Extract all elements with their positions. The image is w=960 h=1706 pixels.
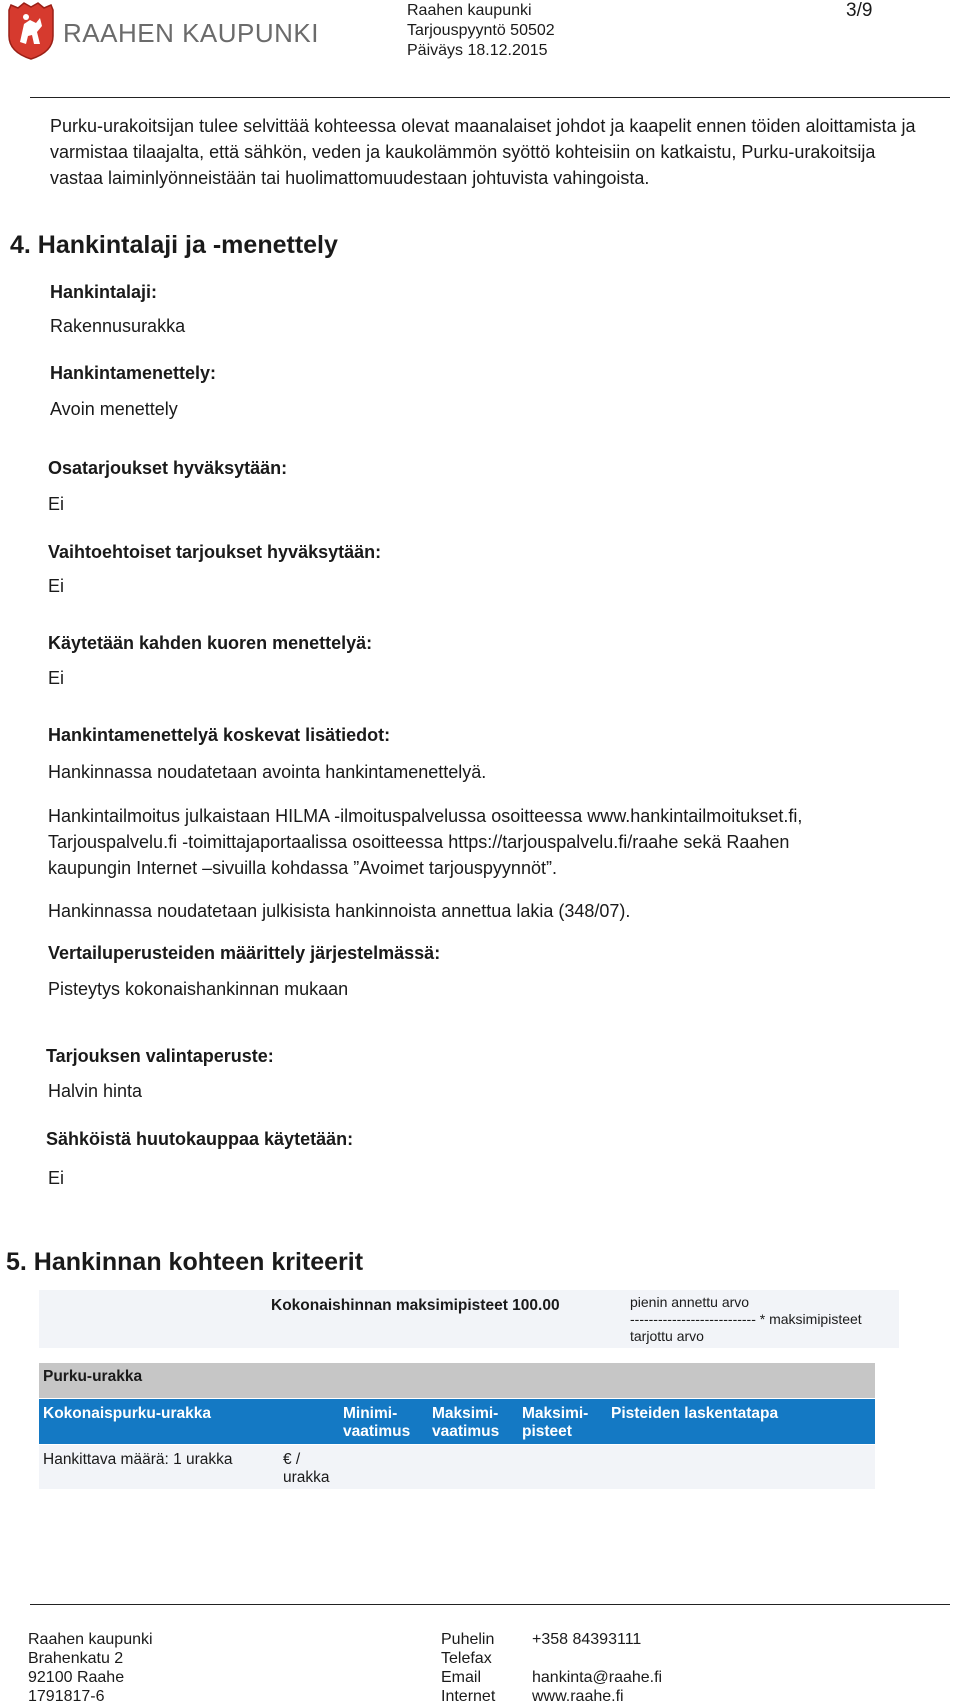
lisatiedot-line: Hankintailmoitus julkaistaan HILMA -ilmoituspalvelussa osoitteessa www.hankintailmoitukset.fi, — [48, 806, 803, 826]
footer-business-id: 1791817-6 — [28, 1688, 105, 1705]
kahden-kuoren-value: Ei — [48, 668, 65, 688]
kahden-kuoren-label: Käytetään kahden kuoren menettelyä: — [48, 633, 373, 653]
formula-denominator: tarjottu arvo — [630, 1328, 704, 1344]
intro-paragraph: Purku-urakoitsijan tulee selvittää kohteessa olevat maanalaiset johdot ja kaapelit ennen töiden aloittamista ja varmistaa tilaajalta, että sähkön, veden ja kaukolämmön syöttö kohteisiin on katkaistu, Purku-urakoitsija vastaa laiminlyönneistään tai huolimattomuudestaan johtuvista vahingoista. — [50, 116, 916, 188]
hankintalaji-value: Rakennusurakka — [50, 316, 186, 336]
huutokauppa-label: Sähköistä huutokauppaa käytetään: — [46, 1129, 354, 1149]
header-org: Raahen kaupunki — [407, 2, 532, 19]
footer-fax-label: Telefax — [441, 1650, 492, 1667]
section-4-title: 4. Hankintalaji ja -menettely — [10, 231, 338, 259]
col-maksimi: Maksimi- vaatimus — [432, 1405, 500, 1440]
footer-divider — [30, 1604, 950, 1605]
footer-address — [28, 1630, 153, 1706]
row-unit: € / urakka — [283, 1451, 330, 1486]
footer-email[interactable]: hankinta@raahe.fi — [532, 1669, 663, 1686]
footer-website[interactable]: www.raahe.fi — [532, 1688, 624, 1705]
lisatiedot-text-3: Hankinnassa noudatetaan julkisista hankinnoista annettua lakia (348/07). — [48, 901, 631, 921]
header-divider — [30, 97, 950, 98]
footer-org: Raahen kaupunki — [28, 1631, 153, 1648]
row-quantity: Hankittava määrä: 1 urakka — [43, 1451, 233, 1468]
footer-contact-labels — [441, 1630, 495, 1706]
hankintalaji-label: Hankintalaji: — [50, 282, 158, 302]
huutokauppa-value: Ei — [48, 1168, 65, 1188]
formula-numerator: pienin annettu arvo — [630, 1294, 750, 1310]
valinta-value: Halvin hinta — [48, 1081, 143, 1101]
lisatiedot-line: kaupungin Internet –sivuilla kohdassa ”Avoimet tarjouspyynnöt”. — [48, 858, 557, 878]
menettely-value: Avoin menettely — [50, 399, 178, 419]
footer-contact-values — [532, 1630, 662, 1706]
lisatiedot-label: Hankintamenettelyä koskevat lisätiedot: — [48, 725, 391, 745]
header-date: Päiväys 18.12.2015 — [407, 42, 548, 59]
group-header — [39, 1363, 875, 1398]
footer-street: Brahenkatu 2 — [28, 1650, 124, 1667]
footer-phone: +358 84393111 — [532, 1631, 642, 1648]
vaihtoehtoiset-value: Ei — [48, 576, 65, 596]
page-number: 3/9 — [846, 0, 873, 21]
footer-fax — [532, 1649, 662, 1668]
section-5-title: 5. Hankinnan kohteen kriteerit — [6, 1248, 364, 1276]
footer-email-label: Email — [441, 1669, 482, 1686]
vaihtoehtoiset-label: Vaihtoehtoiset tarjoukset hyväksytään: — [48, 542, 382, 562]
col-laskentatapa: Pisteiden laskentatapa — [611, 1405, 779, 1422]
osatarjoukset-label: Osatarjoukset hyväksytään: — [48, 458, 288, 478]
menettely-label: Hankintamenettely: — [50, 363, 217, 383]
col-maksimipisteet: Maksimi- pisteet — [522, 1405, 589, 1440]
footer-postal: 92100 Raahe — [28, 1669, 125, 1686]
lisatiedot-text-2 — [48, 803, 948, 881]
footer-internet-label: Internet — [441, 1688, 496, 1705]
lisatiedot-text-1: Hankinnassa noudatetaan avointa hankintamenettelyä. — [48, 762, 487, 782]
formula-divider: --------------------------- * maksimipisteet — [630, 1311, 862, 1327]
lisatiedot-line: Tarjouspalvelu.fi -toimittajaportaalissa osoitteessa https://tarjouspalvelu.fi/raahe sekä Raahen — [48, 832, 790, 852]
header-meta — [407, 1, 555, 61]
logo-text: RAAHEN KAUPUNKI — [63, 18, 319, 48]
valinta-label: Tarjouksen valintaperuste: — [46, 1046, 274, 1066]
col-minimi: Minimi- vaatimus — [343, 1405, 411, 1440]
col-kokonaispurku: Kokonaispurku-urakka — [43, 1405, 211, 1422]
group-label: Purku-urakka — [43, 1368, 143, 1385]
city-crest-icon — [6, 2, 56, 60]
footer-phone-label: Puhelin — [441, 1631, 495, 1648]
vertailu-label: Vertailuperusteiden määrittely järjestelmässä: — [48, 943, 441, 963]
max-points-label: Kokonaishinnan maksimipisteet 100.00 — [271, 1297, 560, 1314]
vertailu-value: Pisteytys kokonaishankinnan mukaan — [48, 979, 349, 999]
osatarjoukset-value: Ei — [48, 494, 65, 514]
points-formula — [630, 1294, 862, 1345]
header-doc-id: Tarjouspyyntö 50502 — [407, 22, 555, 39]
